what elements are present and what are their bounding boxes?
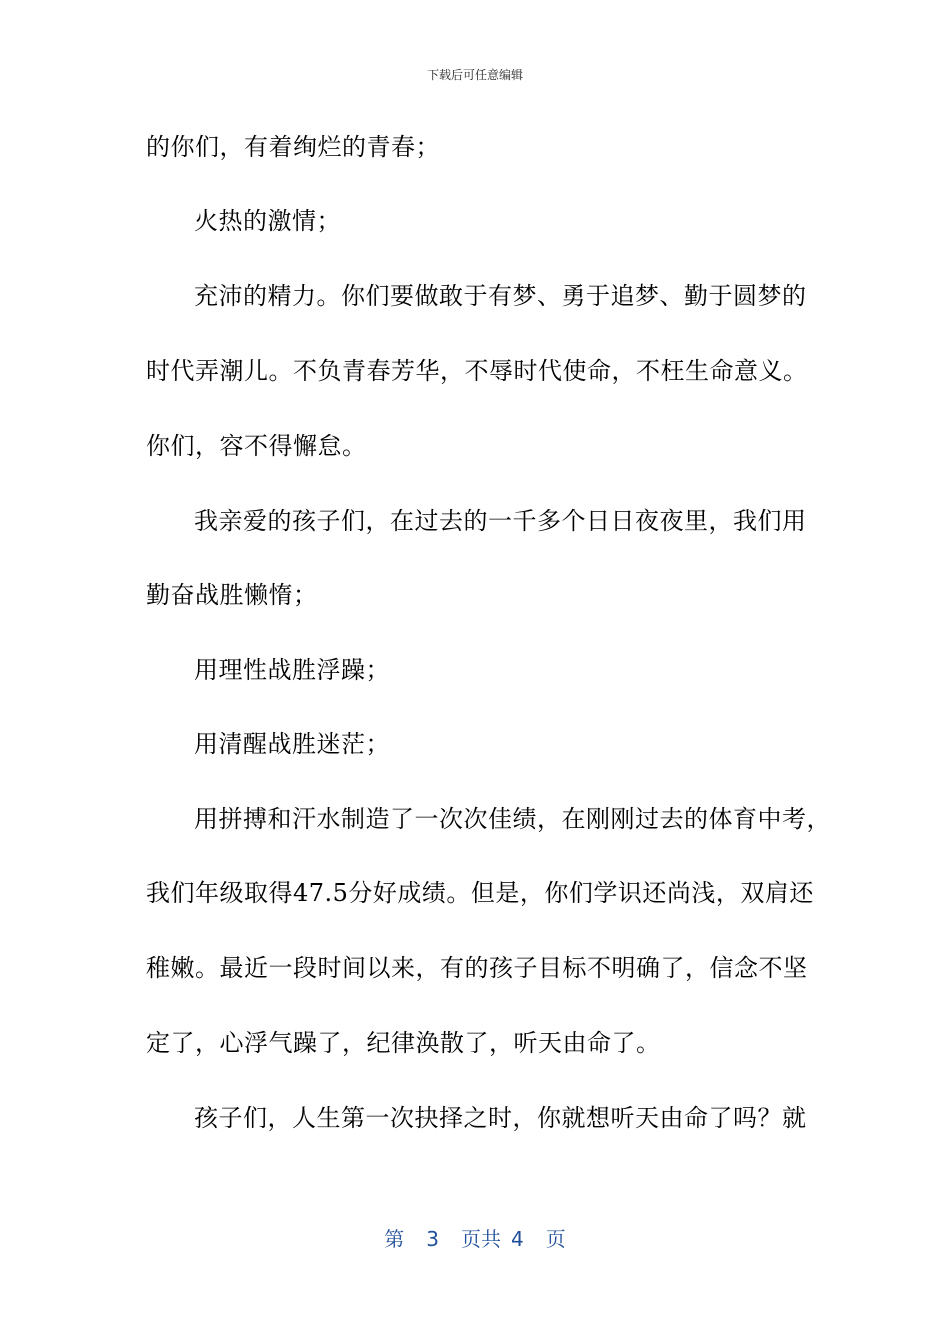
footer-suffix: 页 (545, 1227, 566, 1251)
text-line: 用拼搏和汗水制造了一次次佳绩，在刚刚过去的体育中考， (194, 805, 831, 833)
text-line: 我亲爱的孩子们，在过去的一千多个日日夜夜里，我们用 (194, 507, 807, 535)
text-line: 孩子们，人生第一次抉择之时，你就想听天由命了吗？就 (194, 1104, 807, 1132)
text-line: 定了，心浮气躁了，纪律涣散了，听天由命了。 (146, 1029, 661, 1057)
page-footer (0, 1226, 950, 1252)
total-pages-number: 4 (511, 1227, 524, 1251)
text-line: 我们年级取得47.5分好成绩。但是，你们学识还尚浅，双肩还 (146, 879, 814, 907)
text-line: 用清醒战胜迷茫； (194, 730, 390, 758)
text-line: 用理性战胜浮躁； (194, 656, 390, 684)
current-page-number: 3 (426, 1227, 439, 1251)
text-line: 时代弄潮儿。不负青春芳华，不辱时代使命，不枉生命意义。 (146, 357, 808, 385)
header-note: 下载后可任意编辑 (426, 68, 523, 82)
text-line: 勤奋战胜懒惰； (146, 581, 318, 609)
text-line: 的你们，有着绚烂的青春； (146, 133, 440, 161)
text-line: 稚嫩。最近一段时间以来，有的孩子目标不明确了，信念不坚 (146, 954, 808, 982)
text-line: 你们，容不得懈怠。 (146, 432, 367, 460)
footer-middle: 页共 (461, 1227, 501, 1251)
text-line: 充沛的精力。你们要做敢于有梦、勇于追梦、勤于圆梦的 (194, 282, 807, 310)
footer-prefix: 第 (384, 1227, 405, 1251)
text-line: 火热的激情； (194, 207, 341, 235)
